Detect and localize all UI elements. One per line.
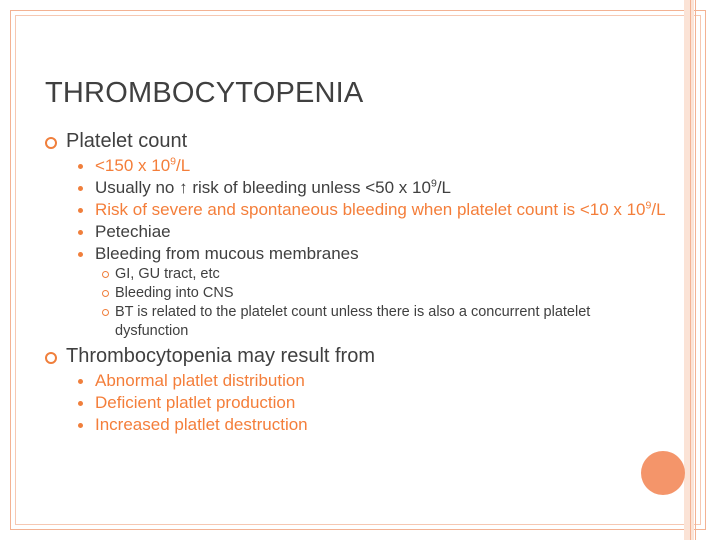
bullet-mucous-bleeding	[45, 243, 675, 265]
subbullet-text: GI, GU tract, etc	[115, 266, 220, 282]
bullet-count-threshold	[45, 155, 675, 177]
accent-circle-decoration	[641, 451, 685, 495]
ring-bullet-icon	[102, 290, 109, 297]
bullet-text: Deficient platlet production	[95, 393, 296, 412]
bullet-result-from	[45, 343, 675, 369]
bullet-bleeding-risk	[45, 177, 675, 199]
ring-bullet-icon	[45, 352, 57, 364]
dot-bullet-icon	[78, 230, 83, 235]
ring-bullet-icon	[102, 271, 109, 278]
subbullet-bt	[45, 303, 675, 341]
dot-bullet-icon	[78, 401, 83, 406]
bullet-text: Increased platlet destruction	[95, 415, 308, 434]
dot-bullet-icon	[78, 164, 83, 169]
superscript: 9	[430, 177, 437, 190]
subbullet-text: Bleeding into CNS	[115, 285, 234, 301]
bullet-text: <150 x 10	[95, 156, 171, 175]
section-heading: Platelet count	[66, 130, 188, 152]
ring-bullet-icon	[102, 309, 109, 316]
dot-bullet-icon	[78, 379, 83, 384]
bullet-text: Bleeding from mucous membranes	[95, 244, 359, 263]
subbullet-gi-gu	[45, 265, 675, 284]
bullet-severe-bleeding	[45, 199, 675, 221]
bullet-text: Abnormal platlet distribution	[95, 371, 305, 390]
bullet-increased-destruction	[45, 414, 675, 436]
ring-bullet-icon	[45, 137, 57, 149]
right-accent-band	[684, 0, 694, 540]
bullet-text: Petechiae	[95, 222, 171, 241]
subbullet-text: BT is related to the platelet count unless there is also a concurrent platelet dysfunction	[115, 304, 591, 339]
bullet-petechiae	[45, 221, 675, 243]
bullet-text-suffix: /L	[436, 178, 451, 197]
right-accent-line-2	[695, 0, 696, 540]
dot-bullet-icon	[78, 208, 83, 213]
superscript: 9	[170, 155, 177, 168]
section-heading: Thrombocytopenia may result from	[66, 345, 376, 367]
slide-title: THROMBOCYTOPENIA	[45, 77, 364, 109]
bullet-text-suffix: /L	[176, 156, 191, 175]
bullet-text: Risk of severe and spontaneous bleeding when platelet count is <10 x 10	[95, 200, 646, 219]
slide-content	[45, 128, 675, 436]
bullet-deficient-production	[45, 392, 675, 414]
subbullet-cns	[45, 284, 675, 303]
bullet-platelet-count	[45, 128, 675, 154]
dot-bullet-icon	[78, 186, 83, 191]
superscript: 9	[645, 199, 652, 212]
dot-bullet-icon	[78, 423, 83, 428]
dot-bullet-icon	[78, 252, 83, 257]
bullet-abnormal-distribution	[45, 370, 675, 392]
bullet-text: Usually no ↑ risk of bleeding unless <50 x 10	[95, 178, 431, 197]
right-accent-line	[690, 0, 691, 540]
bullet-text-suffix: /L	[651, 200, 666, 219]
